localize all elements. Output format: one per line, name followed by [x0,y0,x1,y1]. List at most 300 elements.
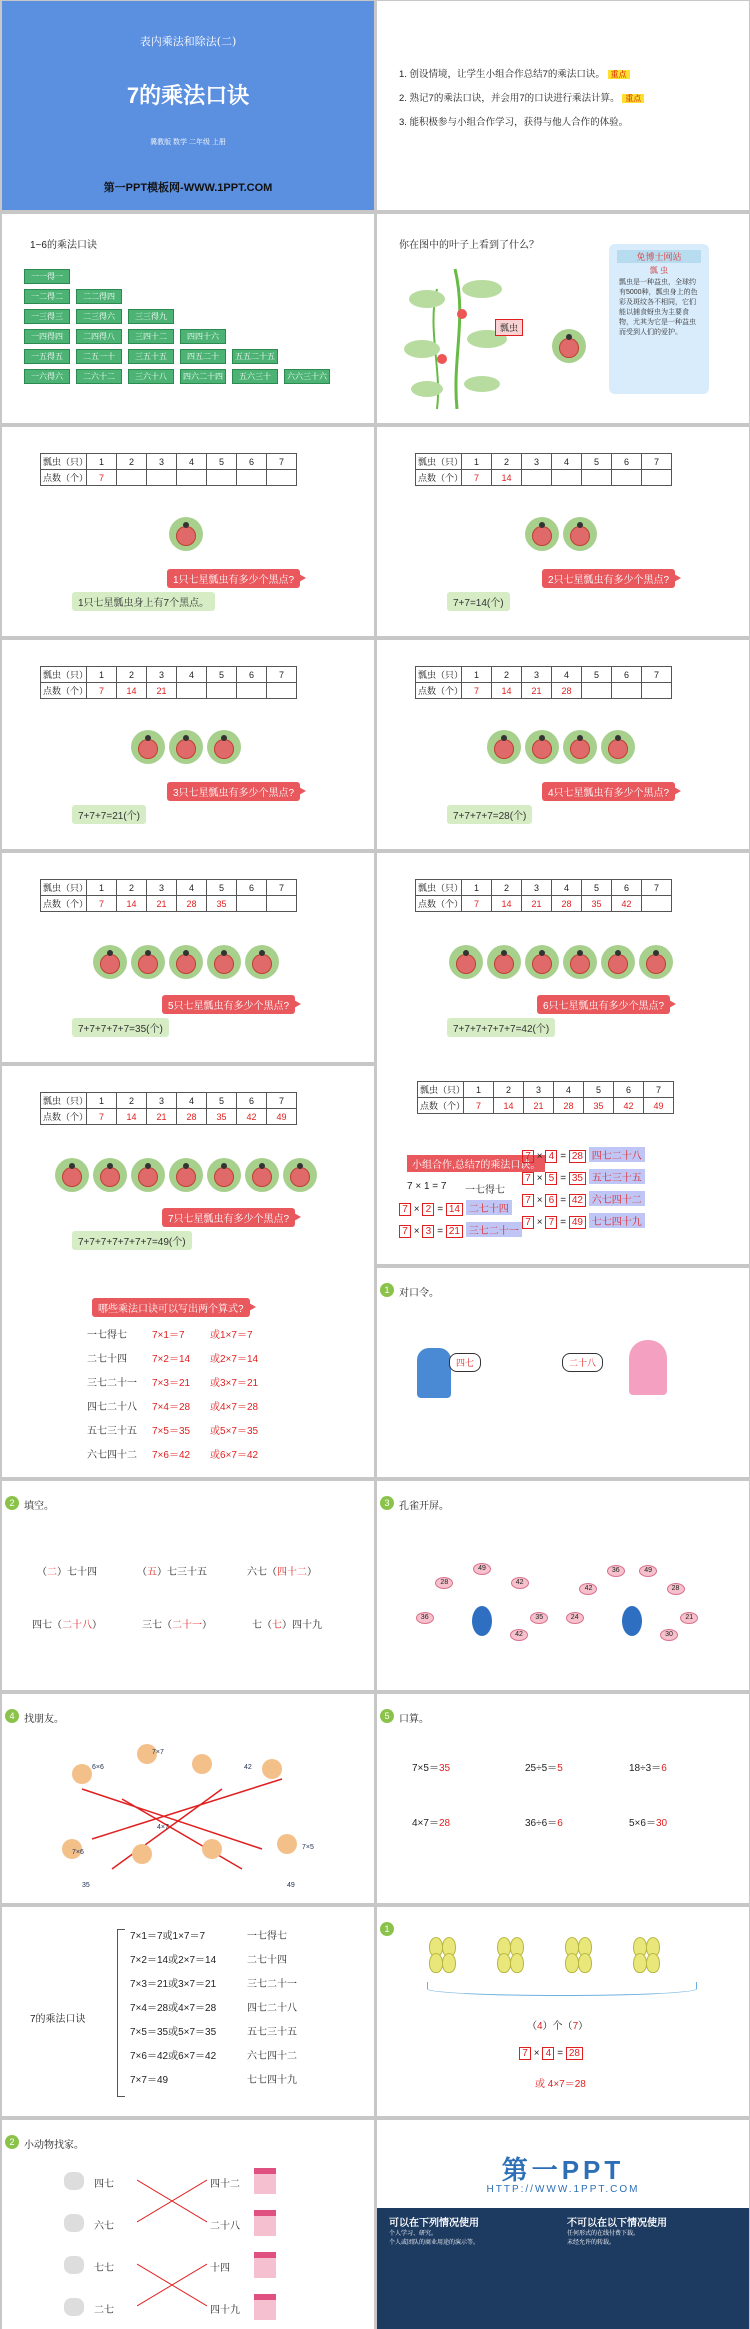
slide-summary-group [377,1055,749,1264]
ladybug-icon [552,329,586,363]
exercise-title: 小动物找家。 [24,2140,84,2151]
ladybug-icon [525,517,559,551]
row-header: 点数（个） [416,683,462,699]
table-cell: 14 [117,1109,147,1125]
col-header: 4 [177,667,207,683]
steps-diagram [2,214,374,423]
col-header: 2 [492,667,522,683]
col-header: 4 [177,880,207,896]
slide-table-6 [377,853,749,1062]
formula-alt: 或3×7＝21 [210,1378,259,1389]
answer: 七 [272,1620,282,1631]
calc-item: 5×6＝30 [629,1818,668,1829]
verse-step: 四五二十 [180,349,226,364]
verse: 三七二十一 [247,1979,297,1990]
table-cell: 7 [87,1109,117,1125]
bug-label: 瓢虫 [495,319,523,336]
label: 7×6 [72,1849,84,1856]
pear-icon [442,1953,456,1973]
formula: 7×3＝21 [152,1378,191,1389]
match-lines [137,2160,207,2320]
col-header: 4 [177,454,207,470]
data-table [415,453,672,486]
formula: 7×7＝49 [130,2075,169,2086]
col-header: 6 [614,1082,644,1098]
row-header: 瓢虫（只） [41,880,87,896]
ladybug-icon [131,730,165,764]
home-label: 四十二 [210,2179,240,2190]
calc-item: 25÷5＝5 [525,1763,563,1774]
feather-number: 36 [607,1565,625,1577]
question-banner: 2只七星瓢虫有多少个黑点? [542,569,675,588]
question-banner: 6只七星瓢虫有多少个黑点? [537,995,670,1014]
group-brace [427,1982,697,1996]
answer: 35 [438,1763,451,1774]
question: 你在图中的叶子上看到了什么？ [399,240,539,251]
verse-step: 一三得三 [24,309,70,324]
col-header: 3 [524,1082,554,1098]
data-table [40,453,297,486]
speech-bubble-right: 二十八 [562,1353,603,1372]
row-header: 点数（个） [41,1109,87,1125]
table-cell: 28 [177,1109,207,1125]
fill-item: 七（七）四十九 [252,1620,322,1631]
slide-table-1 [2,427,374,636]
table-cell [267,896,297,912]
goal-2: 2. 熟记7的乘法口诀，并会用7的口诀进行乘法计算。 重点 [399,87,644,111]
slide-table-5 [2,853,374,1062]
slide-title [2,1,374,210]
question-banner: 5只七星瓢虫有多少个黑点? [162,995,295,1014]
exercise-number: 5 [380,1709,394,1723]
data-table [415,879,672,912]
table-cell: 7 [462,683,492,699]
exercise-number: 2 [5,2135,19,2149]
house-icon [254,2168,276,2194]
label: 4×7 [157,1824,169,1831]
exercise-number: 1 [380,1283,394,1297]
feather-number: 36 [416,1612,434,1624]
formula-alt: 或2×7＝14 [210,1354,259,1365]
formula: 7×6＝42或6×7＝42 [130,2051,217,2062]
row-header: 点数（个） [416,470,462,486]
slide-exercise-4 [2,1694,374,1903]
table-cell [207,470,237,486]
logo-url[interactable]: HTTP://WWW.1PPT.COM [486,2184,640,2195]
verse-step: 二五一十 [76,349,122,364]
verse: 六七四十二 [87,1450,137,1461]
verse-step: 一六得六 [24,369,70,384]
label: 42 [244,1764,252,1771]
col-header: 7 [267,667,297,683]
equation: 7 × 4 = 28 [519,2047,583,2060]
data-table [40,1092,297,1125]
col-header: 1 [464,1082,494,1098]
verse: 五七三十五 [247,2027,297,2038]
example-verse: 一七得七 [465,1185,505,1196]
table-cell: 14 [492,896,522,912]
table-cell [642,470,672,486]
verse-step: 五五二十五 [232,349,278,364]
ladybug-icon [601,945,635,979]
verse-step: 三六十八 [128,369,174,384]
ladybug-icon [169,945,203,979]
ladybug-icon [207,945,241,979]
ladybug-icon [207,1158,241,1192]
label: 49 [287,1882,295,1889]
col-header: 6 [237,454,267,470]
calc-item: 4×7＝28 [412,1818,451,1829]
col-header: 1 [87,667,117,683]
verse-row: 7 × 2 = 14 二七十四 [399,1200,512,1216]
answer: 7+7+7+7+7=35(个) [72,1018,169,1037]
slide-review [2,214,374,423]
table-cell [582,683,612,699]
verse-step: 一一得一 [24,269,70,284]
col-header: 7 [644,1082,674,1098]
verse: 七七四十九 [247,2075,297,2086]
exercise-number: 2 [5,1496,19,1510]
verse-step: 三四十二 [128,329,174,344]
col-header: 1 [462,667,492,683]
feather-number: 30 [660,1629,678,1641]
slide-exercise-2 [2,1481,374,1690]
formula-alt: 或1×7＝7 [210,1330,253,1341]
goal-3: 3. 能积极参与小组合作学习，获得与他人合作的体验。 [399,117,629,128]
ladybug-icon [563,945,597,979]
answer: 6 [557,1818,563,1829]
data-table [40,666,297,699]
col-header: 6 [237,1093,267,1109]
formula-alt: 或5×7＝35 [210,1426,259,1437]
table-cell: 35 [582,896,612,912]
col-header: 1 [87,1093,117,1109]
table-cell: 42 [614,1098,644,1114]
data-table [40,879,297,912]
peacock-icon [622,1606,642,1636]
verse: 二七十四 [247,1955,287,1966]
verse-step: 一二得二 [24,289,70,304]
ladybug-icon [131,945,165,979]
table-cell: 28 [554,1098,584,1114]
table-cell [147,470,177,486]
col-header: 1 [87,880,117,896]
question-banner: 1只七星瓢虫有多少个黑点? [167,569,300,588]
question-banner: 7只七星瓢虫有多少个黑点? [162,1208,295,1227]
col-header: 4 [177,1093,207,1109]
table-cell: 42 [237,1109,267,1125]
label: 7×7 [152,1749,164,1756]
table-cell: 21 [147,1109,177,1125]
slide-exercise-5 [377,1694,749,1903]
col-header: 2 [492,454,522,470]
slide-summary [2,1907,374,2116]
ladybug-icon [449,945,483,979]
verse-step: 三三得九 [128,309,174,324]
answer: 四十二 [277,1567,307,1578]
row-header: 瓢虫（只） [418,1082,464,1098]
table-cell: 49 [267,1109,297,1125]
info-card: 免博士网站 瓢 虫 瓢虫是一种益虫，全球约有5000种，瓢虫身上的色彩及斑纹各不相同，它们能以捕食蚜虫为主要食物，尤其为它是一种益虫而受到人们的爱护。 [609,244,709,394]
ladybug-icon [169,730,203,764]
table-cell: 14 [492,470,522,486]
col-header: 4 [552,454,582,470]
verse: 三七二十一 [87,1378,137,1389]
verse-row: 7 × 6 = 42 六七四十二 [522,1191,645,1207]
col-header: 3 [522,667,552,683]
row-header: 瓢虫（只） [41,454,87,470]
col-header: 5 [582,880,612,896]
animal-icon [64,2214,84,2232]
row-header: 瓢虫（只） [41,1093,87,1109]
col-header: 1 [87,454,117,470]
table-cell [612,683,642,699]
answer: 7+7+7+7=28(个) [447,805,532,824]
table-cell [177,683,207,699]
page-title: 7的乘法口诀 [126,83,250,108]
answer: 28 [438,1818,451,1829]
exercise-title: 填空。 [24,1501,54,1512]
slide-table-7 [2,1066,374,1275]
label: 35 [82,1882,90,1889]
fill-item: （五）七三十五 [137,1567,207,1578]
boy-avatar [417,1348,451,1398]
table-cell: 28 [552,683,582,699]
table-cell [267,683,297,699]
answer: 6 [661,1763,667,1774]
answer: 1只七星瓢虫身上有7个黑点。 [72,592,215,611]
count-line: （4）个（7） [527,2021,589,2032]
animal-icon [64,2172,84,2190]
fill-item: 三七（二十一） [142,1620,212,1631]
exercise-number: 1 [380,1922,394,1936]
table-cell: 21 [522,683,552,699]
col-header: 5 [207,880,237,896]
col-header: 5 [584,1082,614,1098]
slide-question [377,214,749,423]
verse-step: 二二得四 [76,289,122,304]
col-header: 3 [147,454,177,470]
col-header: 3 [147,880,177,896]
pear-icon [497,1953,511,1973]
formula: 7×3＝21或3×7＝21 [130,1979,217,1990]
table-cell [117,470,147,486]
exercise-title: 找朋友。 [24,1714,64,1725]
label: 7×5 [302,1844,314,1851]
col-header: 5 [582,667,612,683]
ladybug-icon [207,730,241,764]
answer: 7+7+7+7+7+7+7=49(个) [72,1231,192,1250]
answer: 二 [47,1567,57,1578]
table-cell [612,470,642,486]
formula: 7×1＝7或1×7＝7 [130,1931,206,1942]
exercise-number: 3 [380,1496,394,1510]
feather-number: 49 [473,1563,491,1575]
col-header: 2 [117,880,147,896]
subtitle: 表内乘法和除法(二) [139,35,237,48]
verse-step: 五六三十 [232,369,278,384]
table-cell: 49 [644,1098,674,1114]
col-header: 4 [552,880,582,896]
ladybug-icon [131,1158,165,1192]
slide-end [377,2120,749,2329]
home-label: 四十九 [210,2305,240,2316]
row-header: 点数（个） [41,470,87,486]
table-cell: 21 [147,683,177,699]
feather-number: 35 [530,1612,548,1624]
answer: 5 [557,1763,563,1774]
answer: 二十一 [172,1620,202,1631]
formula: 7×1＝7 [152,1330,185,1341]
table-cell [642,896,672,912]
table-cell: 14 [494,1098,524,1114]
animal-icon [64,2256,84,2274]
verse-step: 二六十二 [76,369,122,384]
answer: 7+7+7+7+7+7=42(个) [447,1018,555,1037]
col-header: 2 [117,454,147,470]
peacock-icon [472,1606,492,1636]
col-header: 6 [612,454,642,470]
verse: 一七得七 [247,1931,287,1942]
pear-icon [646,1953,660,1973]
house-icon [254,2294,276,2320]
table-cell [177,470,207,486]
fill-item: （二）七十四 [37,1567,97,1578]
col-header: 6 [612,880,642,896]
footer[interactable]: 第一PPT模板网-WWW.1PPT.COM [103,182,273,194]
ladybug-icon [93,1158,127,1192]
col-header: 2 [117,667,147,683]
formula: 7×2＝14 [152,1354,191,1365]
ladybug-icon [245,945,279,979]
calc-item: 7×5＝35 [412,1763,451,1774]
ladybug-icon [55,1158,89,1192]
verse-step: 二三得六 [76,309,122,324]
verse-step: 一四得四 [24,329,70,344]
animal-label: 四七 [94,2179,114,2190]
row-header: 点数（个） [41,896,87,912]
table-cell [237,896,267,912]
formula-alt: 或6×7＝42 [210,1450,259,1461]
table-cell: 7 [462,896,492,912]
col-header: 6 [237,667,267,683]
animal-label: 六七 [94,2221,114,2232]
verse: 四七二十八 [87,1402,137,1413]
table-cell: 35 [207,1109,237,1125]
meta: 冀教版 数学 二年级 上册 [150,139,226,146]
verse-step: 四四十六 [180,329,226,344]
col-header: 5 [207,1093,237,1109]
col-header: 7 [267,454,297,470]
slide-two-formulas [2,1268,374,1477]
row-header: 瓢虫（只） [416,454,462,470]
verse: 六七四十二 [247,2051,297,2062]
table-cell: 14 [492,683,522,699]
usage-panel: 可以在下列情况使用 不可以在以下情况使用 个人学习、研究。 个人或团队的商业用途的演示等。 任何形式的在线付费下载。 未经允许的转载。 [377,2208,749,2329]
formula: 7×4＝28或4×7＝28 [130,2003,217,2014]
animal-icon [64,2298,84,2316]
col-header: 5 [582,454,612,470]
table-cell [267,470,297,486]
pear-icon [510,1953,524,1973]
table-cell: 7 [87,683,117,699]
slide-table-4 [377,640,749,849]
table-cell: 21 [524,1098,554,1114]
slide-table-2 [377,427,749,636]
col-header: 1 [462,454,492,470]
label: 6×6 [92,1764,104,1771]
row-header: 瓢虫（只） [41,667,87,683]
table-cell [237,470,267,486]
calc-item: 18÷3＝6 [629,1763,667,1774]
answer: 7+7=14(个) [447,592,510,611]
fill-item: 四七（二十八） [32,1620,102,1631]
col-header: 3 [522,454,552,470]
exercise-title: 对口令。 [399,1288,439,1299]
ladybug-icon [563,730,597,764]
speech-bubble-left: 四七 [449,1353,481,1372]
ladybug-icon [169,1158,203,1192]
house-icon [254,2252,276,2278]
verse: 四七二十八 [247,2003,297,2014]
pear-icon [633,1953,647,1973]
answer: 7+7+7=21(个) [72,805,146,824]
ladybug-icon [525,945,559,979]
home-label: 十四 [210,2263,230,2274]
slide-exercise-pears [377,1907,749,2116]
verse-step: 一五得五 [24,349,70,364]
slide-heading: 1~6的乘法口诀 [30,240,97,251]
slide-exercise-homes [2,2120,374,2329]
table-cell [582,470,612,486]
ladybug-icon [601,730,635,764]
example: 7 × 1 = 7 [407,1181,447,1192]
ladybug-icon [563,517,597,551]
house-icon [254,2210,276,2236]
formula-alt: 或4×7＝28 [210,1402,259,1413]
col-header: 5 [207,667,237,683]
exercise-title: 孔雀开屏。 [399,1501,449,1512]
col-header: 1 [462,880,492,896]
feather-number: 49 [639,1565,657,1577]
feather-number: 42 [510,1629,528,1641]
animal-label: 七七 [94,2263,114,2274]
col-header: 3 [147,667,177,683]
slide-goals [377,1,749,210]
animal-label: 二七 [94,2305,114,2316]
verse-step: 三五十五 [128,349,174,364]
table-cell: 28 [552,896,582,912]
goal-1: 1. 创设情境，让学生小组合作总结7的乘法口诀。 重点 [399,63,644,87]
ladybug-icon [93,945,127,979]
data-table [415,666,672,699]
slide-exercise-3 [377,1481,749,1690]
formula: 7×6＝42 [152,1450,191,1461]
table-cell [552,470,582,486]
pear-icon [565,1953,579,1973]
friends-illustration [42,1729,342,1899]
verse-step: 六六三十六 [284,369,330,384]
verse: 二七十四 [87,1354,127,1365]
group-banner: 小组合作,总结7的乘法口诀。 [407,1155,545,1172]
table-cell: 35 [584,1098,614,1114]
col-header: 6 [612,667,642,683]
verse: 五七三十五 [87,1426,137,1437]
calc-item: 36÷6＝6 [525,1818,563,1829]
verse-row: 7 × 7 = 49 七七四十九 [522,1213,645,1229]
row-header: 点数（个） [41,683,87,699]
table-cell: 21 [522,896,552,912]
